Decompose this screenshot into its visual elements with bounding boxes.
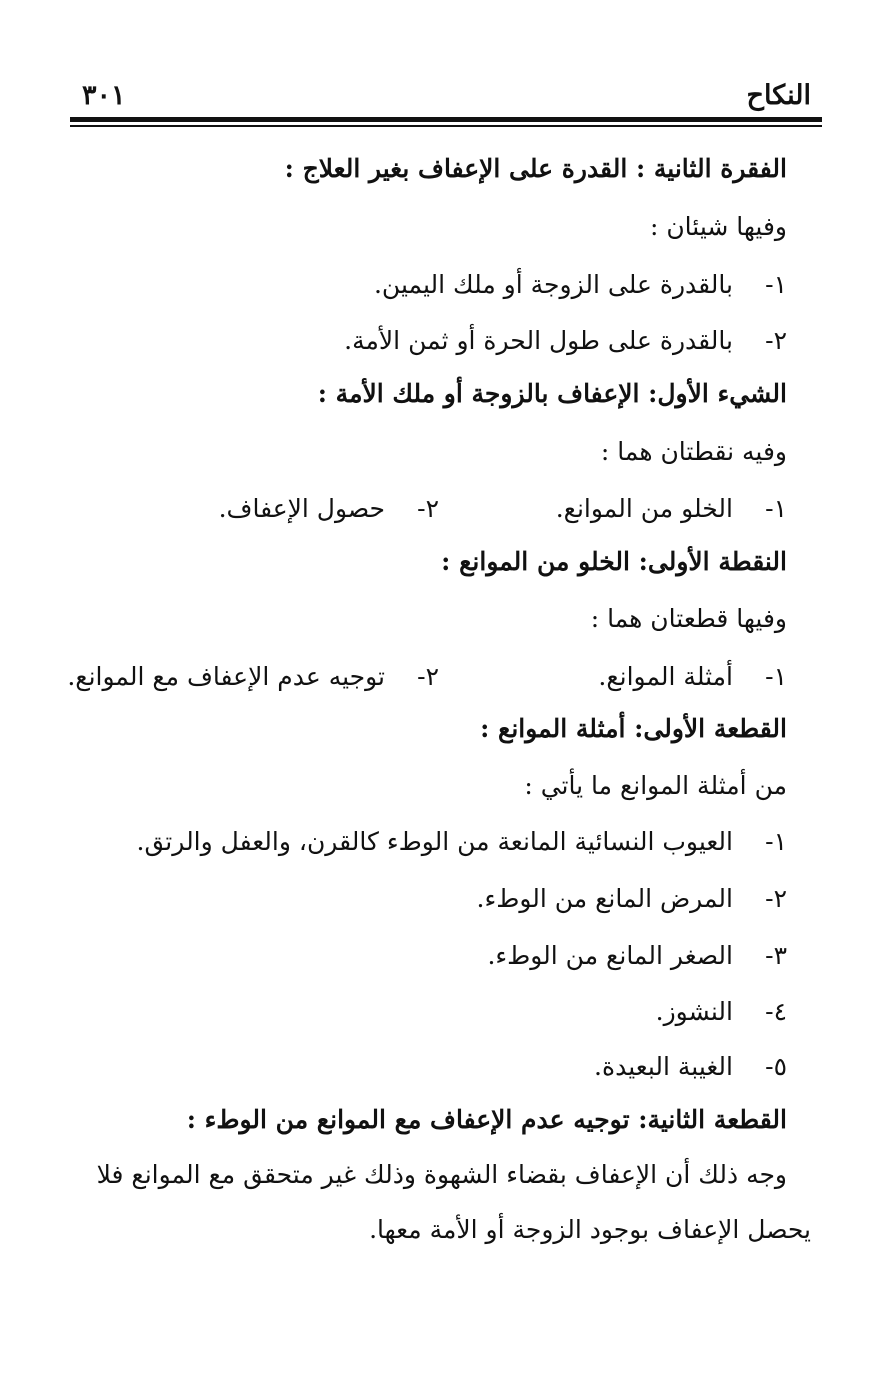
list-item <box>477 885 788 913</box>
section-intro: وفيها شيئان : <box>649 212 787 241</box>
list-text: الصغر المانع من الوطء. <box>487 941 733 970</box>
list-number: ٢- <box>417 662 439 691</box>
list-item <box>374 271 787 299</box>
list-item <box>656 998 787 1026</box>
list-number: ١- <box>765 270 787 299</box>
list-item <box>137 828 787 856</box>
section-intro: من أمثلة الموانع ما يأتي : <box>524 771 787 800</box>
list-item <box>219 495 439 523</box>
list-number: ٢- <box>417 494 439 523</box>
list-text: بالقدرة على الزوجة أو ملك اليمين. <box>373 270 733 299</box>
paragraph-line: يحصل الإعفاف بوجود الزوجة أو الأمة معها. <box>369 1215 811 1244</box>
header-rule-thin <box>70 125 822 127</box>
list-item <box>344 327 787 355</box>
list-number: ١- <box>765 494 787 523</box>
list-item <box>594 1053 787 1081</box>
page-number: ٣٠١ <box>82 80 126 111</box>
list-item <box>556 495 787 523</box>
section-heading: النقطة الأولى: الخلو من الموانع : <box>441 547 787 576</box>
section-heading: الشيء الأول: الإعفاف بالزوجة أو ملك الأمة : <box>317 379 787 408</box>
list-number: ١- <box>765 662 787 691</box>
list-item <box>487 942 787 970</box>
section-heading: الفقرة الثانية : القدرة على الإعفاف بغير العلاج : <box>284 154 787 183</box>
list-text: المرض المانع من الوطء. <box>476 884 733 913</box>
header-rule-thick <box>70 117 822 122</box>
list-text: الخلو من الموانع. <box>555 494 733 523</box>
list-text: الغيبة البعيدة. <box>594 1052 733 1081</box>
list-text: حصول الإعفاف. <box>218 494 385 523</box>
list-text: توجيه عدم الإعفاف مع الموانع. <box>67 662 385 691</box>
list-number: ٢- <box>765 884 787 913</box>
list-text: بالقدرة على طول الحرة أو ثمن الأمة. <box>344 326 733 355</box>
paragraph-line: وجه ذلك أن الإعفاف بقضاء الشهوة وذلك غير متحقق مع الموانع فلا <box>96 1160 787 1189</box>
section-heading: القطعة الثانية: توجيه عدم الإعفاف مع الموانع من الوطء : <box>186 1105 787 1134</box>
list-text: النشوز. <box>655 997 733 1026</box>
list-text: أمثلة الموانع. <box>598 662 733 691</box>
section-heading: القطعة الأولى: أمثلة الموانع : <box>480 714 787 743</box>
list-item <box>67 663 439 691</box>
section-intro: وفيها قطعتان هما : <box>590 604 787 633</box>
list-number: ٢- <box>765 326 787 355</box>
running-header-title: النكاح <box>746 80 811 111</box>
list-number: ٣- <box>765 941 787 970</box>
list-number: ١- <box>765 827 787 856</box>
list-number: ٤- <box>765 997 787 1026</box>
section-intro: وفيه نقطتان هما : <box>600 437 787 466</box>
list-text: العيوب النسائية المانعة من الوطء كالقرن، والعفل والرتق. <box>136 827 733 856</box>
list-number: ٥- <box>765 1052 787 1081</box>
list-item <box>598 663 787 691</box>
